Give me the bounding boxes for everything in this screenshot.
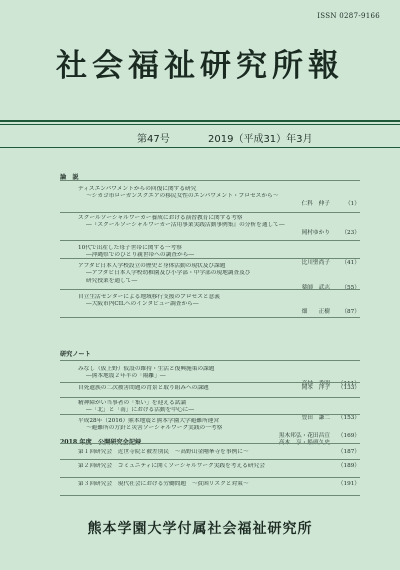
table-of-contents [60, 0, 360, 570]
entry-subtitle: ～避難所の方針と災害ソーシャルワーク実践の一考察 [86, 425, 223, 432]
toc-divider [60, 443, 360, 444]
entry-page: （23） [341, 229, 360, 236]
entry-subtitle: ―沖縄県でのひとり親世帯への調査から― [86, 252, 195, 259]
toc-entry [60, 215, 360, 236]
section-heading: 2018 年度 公開研究会記録 [60, 439, 142, 446]
entry-meta [60, 230, 360, 237]
toc-entry [60, 186, 360, 207]
entry-title: 自死遺族の二次被害問題の背景と取り組みへの課題 [78, 385, 209, 391]
toc-entry [60, 385, 360, 392]
entry-meta [60, 449, 360, 456]
toc-divider [60, 382, 360, 383]
toc-entry [60, 481, 360, 488]
toc-divider [60, 414, 360, 415]
toc-divider [60, 317, 360, 318]
entry-title: 10代で出産した母子世帯に関する一考察 [78, 245, 182, 251]
entry-meta [60, 463, 360, 470]
entry-title: みなし（仮上野）仮設の維持・生活と復興施策の課題 [78, 366, 215, 372]
toc-divider [60, 459, 360, 460]
entry-title: アブダビ日本人学校設立の歴史と身体活動の現状及び課題 [78, 263, 226, 269]
entry-page: （153） [337, 414, 360, 421]
entry-subtitle: ―熊本地震２年半の「隔離」― [86, 373, 166, 380]
entry-title: 精神障がい当事者の「集い」を迎える試論 [78, 400, 187, 406]
toc-entry [60, 463, 360, 470]
entry-page: （87） [341, 308, 360, 315]
entry-meta [60, 385, 360, 392]
entry-meta [60, 481, 360, 488]
entry-page: （189） [337, 463, 360, 469]
entry-page: （41） [341, 259, 360, 266]
entry-meta [60, 309, 360, 316]
entry-subtitle: ―大阪市内CILへのインタビュー調査から― [86, 301, 199, 308]
issue-date: 2019（平成31）年3月 [208, 134, 313, 145]
entry-author: 比川聖尚子 [301, 259, 330, 266]
entry-page: （111） [337, 380, 360, 387]
entry-page: （55） [341, 285, 360, 292]
entry-subtitle: ―『スクールソーシャルワーカー活用事業実践活動事例集』の分析を通して― [86, 222, 285, 229]
entry-title: 自立生活センターによる地域移行支援のプロセスと意義 [78, 294, 220, 300]
entry-author: 黒木邦弘・花田昌宣 [278, 432, 330, 439]
toc-divider [60, 212, 360, 213]
toc-divider [60, 397, 360, 398]
entry-author: 畑 正樹 [301, 308, 330, 315]
entry-page: （191） [337, 481, 360, 487]
entry-title: 第３回研究会 現代社会における労働問題 ～貧困リスクと対策～ [78, 481, 249, 487]
issue-volume: 第47号 [137, 134, 170, 145]
toc-entry [60, 366, 360, 387]
entry-meta [60, 201, 360, 208]
entry-title: ディスエンパワメントからの回復に関する研究 [78, 186, 197, 192]
entry-title: 第１回研究会 近世寺院と被差別民 ～高野山金剛峯寺を事例に～ [78, 449, 249, 455]
entry-subtitle: ―「北」と「南」における活動を中心に― [86, 407, 195, 414]
journal-title: 社会福祉研究所報 [56, 48, 344, 84]
publisher-name: 熊本学園大学付属社会福祉研究所 [87, 521, 313, 537]
entry-page: （1） [345, 200, 360, 207]
entry-subtitle: ～シカゴ市ローガンスクエアの移民女性のエンパワメント・プロセスから～ [86, 193, 279, 200]
toc-entry [60, 294, 360, 315]
entry-author: 仁科 伸子 [301, 200, 330, 207]
entry-author: 岡村ゆかり [301, 229, 330, 236]
toc-divider [60, 477, 360, 478]
entry-author: 高木 亨・船頭久史 [278, 440, 330, 447]
toc-divider [60, 360, 360, 361]
section-heading: 研究ノート [60, 351, 91, 358]
toc-divider [60, 240, 360, 241]
toc-entry [60, 449, 360, 456]
entry-page: （187） [337, 449, 360, 455]
toc-divider [60, 180, 360, 181]
entry-subtitle: 研究授業を通して― [86, 277, 138, 284]
entry-author: 岡本 洋子 [301, 385, 330, 391]
toc-entry [60, 263, 360, 292]
entry-author: 高林 秀明 [301, 380, 330, 387]
issn-number: ISSN 0287-9166 [317, 12, 380, 20]
entry-author: 薬師 武志 [301, 285, 330, 292]
entry-page: （169） [337, 432, 360, 439]
entry-author: 豊田 謙二 [301, 414, 330, 421]
toc-divider [60, 289, 360, 290]
entry-subtitle: ―アブダビ日本人学校幼稚園及び小学部・中学部の現地調査及び [86, 270, 251, 277]
entry-title: 第２回研究会 コミュニティに開くソーシャルワーク実践を考える研究会 [78, 463, 265, 469]
entry-page: （133） [337, 385, 360, 391]
toc-divider [60, 495, 360, 496]
toc-divider [60, 258, 360, 259]
entry-title: 平成28年（2016）熊本地震と熊本学園大学避難所運営 [78, 418, 220, 424]
section-heading: 論 説 [60, 174, 79, 181]
entry-title: スクールソーシャルワーカー養成における演習教育に関する考察 [78, 215, 243, 221]
